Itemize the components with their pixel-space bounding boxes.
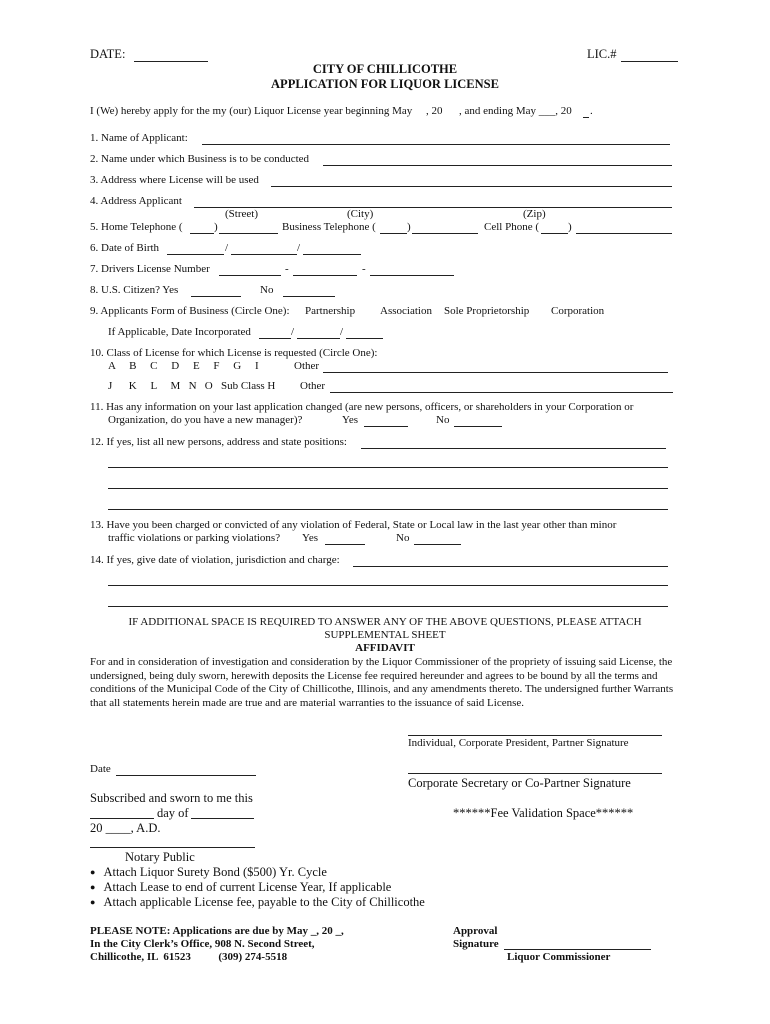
- notary-public-caption: Notary Public: [125, 850, 195, 864]
- license-number-part3[interactable]: [370, 275, 454, 276]
- q12-field-2[interactable]: [108, 467, 668, 468]
- citizen-no-field[interactable]: [283, 296, 335, 297]
- q3-label: 3. Address where License will be used: [90, 174, 259, 186]
- license-number-part1[interactable]: [219, 275, 281, 276]
- footer-note-line2: In the City Clerk’s Office, 908 N. Second Street,: [90, 938, 315, 950]
- cell-phone-field[interactable]: [576, 233, 672, 234]
- q8-label: 8. U.S. Citizen? Yes: [90, 284, 179, 296]
- form-title: APPLICATION FOR LIQUOR LICENSE: [271, 77, 499, 91]
- business-name-field[interactable]: [323, 165, 672, 166]
- home-paren: ): [214, 221, 218, 233]
- citizen-yes-field[interactable]: [191, 296, 241, 297]
- q7-label: 7. Drivers License Number: [90, 263, 210, 275]
- secretary-signature-caption: Corporate Secretary or Co-Partner Signature: [408, 776, 631, 790]
- option-partnership[interactable]: Partnership: [305, 305, 356, 317]
- dob-slash-1: /: [225, 242, 229, 254]
- affidavit-text: For and in consideration of investigation and consideration by the Liquor Commissioner of the propriety of issuing said License, the undersigned, being duly sworn, herewith deposits the License fee required hereunder and agrees to be bound by all the terms and conditions of the Municipal Code of the City of Chillicothe, Illinois, and any amendments thereto. The undersigned further Warrants that all statements herein made are true and are material warranties to the issuance of said License.: [90, 656, 674, 709]
- street-caption: (Street): [225, 208, 258, 220]
- q13-no-field[interactable]: [414, 544, 461, 545]
- home-phone-field[interactable]: [219, 233, 278, 234]
- approval-signature-field[interactable]: [504, 949, 651, 950]
- q12-field-1[interactable]: [361, 448, 666, 449]
- intro-text-d: .: [590, 105, 593, 117]
- intro-year-field[interactable]: [583, 117, 589, 118]
- approval-label: Approval: [453, 925, 498, 937]
- inc-slash-2: /: [340, 326, 344, 338]
- q5-home-label: 5. Home Telephone (: [90, 221, 183, 233]
- q13-yes-field[interactable]: [325, 544, 365, 545]
- liquor-commissioner-caption: Liquor Commissioner: [507, 951, 611, 963]
- supplemental-notice-line1: IF ADDITIONAL SPACE IS REQUIRED TO ANSWER ANY OF THE ABOVE QUESTIONS, PLEASE ATTACH: [128, 616, 642, 628]
- q13-line2: traffic violations or parking violations?: [108, 532, 281, 544]
- notary-signature-field[interactable]: [90, 847, 255, 848]
- approval-signature-label: Signature: [453, 938, 499, 950]
- home-area-code-field[interactable]: [190, 233, 214, 234]
- q2-label: 2. Name under which Business is to be conducted: [90, 153, 310, 165]
- attachment-item-lease: ● Attach Lease to end of current License Year, If applicable: [90, 880, 391, 895]
- footer-note-line1: PLEASE NOTE: Applications are due by May _, 20 _,: [90, 925, 344, 937]
- option-association[interactable]: Association: [380, 305, 432, 317]
- business-area-code-field[interactable]: [380, 233, 407, 234]
- date-signature-label: Date: [90, 763, 111, 775]
- incorporated-day-field[interactable]: [297, 338, 340, 339]
- fee-validation-space: ******Fee Validation Space******: [453, 806, 634, 820]
- q9-label: 9. Applicants Form of Business (Circle One):: [90, 305, 290, 317]
- affidavit-title: AFFIDAVIT: [355, 642, 415, 654]
- q10-label: 10. Class of License for which License is requested (Circle One):: [90, 347, 378, 359]
- subscribed-day-field[interactable]: [90, 818, 154, 819]
- q14-field-2[interactable]: [108, 585, 668, 586]
- q11-yes-label: Yes: [342, 414, 359, 426]
- inc-slash-1: /: [291, 326, 295, 338]
- dob-year-field[interactable]: [303, 254, 361, 255]
- subscribed-month-field[interactable]: [191, 818, 254, 819]
- supplemental-notice-line2: SUPPLEMENTAL SHEET: [324, 629, 446, 641]
- business-phone-label: Business Telephone (: [282, 221, 376, 233]
- dob-month-field[interactable]: [167, 254, 224, 255]
- other-class-field-2[interactable]: [330, 392, 673, 393]
- q12-field-3[interactable]: [108, 488, 668, 489]
- license-dash-1: -: [285, 263, 289, 275]
- other-class-field-1[interactable]: [323, 372, 668, 373]
- date-label: DATE:: [90, 47, 126, 61]
- q11-line2: Organization, do you have a new manager)?: [108, 414, 303, 426]
- incorporated-label: If Applicable, Date Incorporated: [108, 326, 251, 338]
- q12-field-4[interactable]: [108, 509, 668, 510]
- license-classes-row1[interactable]: A B C D E F G I: [108, 360, 259, 372]
- q14-label: 14. If yes, give date of violation, jurisdiction and charge:: [90, 554, 340, 566]
- dob-slash-2: /: [297, 242, 301, 254]
- intro-text-a: I (We) hereby apply for the my (our) Liquor License year beginning May: [90, 105, 413, 117]
- license-classes-row2[interactable]: J K L M N O Sub Class H: [108, 380, 276, 392]
- dob-day-field[interactable]: [231, 254, 297, 255]
- other-label-2: Other: [300, 380, 326, 392]
- business-paren: ): [407, 221, 411, 233]
- business-phone-field[interactable]: [412, 233, 478, 234]
- q13-no-label: No: [396, 532, 410, 544]
- applicant-address-field[interactable]: [194, 207, 672, 208]
- zip-caption: (Zip): [523, 208, 546, 220]
- q11-line1: 11. Has any information on your last application changed (are new persons, officers, or shareholders in your Corporation or: [90, 401, 634, 413]
- city-caption: (City): [347, 208, 374, 220]
- option-corporation[interactable]: Corporation: [551, 305, 605, 317]
- q1-label: 1. Name of Applicant:: [90, 132, 188, 144]
- license-number-label: LIC.#: [587, 47, 617, 61]
- q6-label: 6. Date of Birth: [90, 242, 160, 254]
- applicant-name-field[interactable]: [202, 144, 670, 145]
- cell-paren: ): [568, 221, 572, 233]
- individual-signature-caption: Individual, Corporate President, Partner Signature: [408, 737, 629, 749]
- q13-line1: 13. Have you been charged or convicted of any violation of Federal, State or Local law in the last year other than minor: [90, 519, 617, 531]
- cell-phone-label: Cell Phone (: [484, 221, 539, 233]
- q14-field-3[interactable]: [108, 606, 668, 607]
- q12-label: 12. If yes, list all new persons, address and state positions:: [90, 436, 347, 448]
- date-signature-field[interactable]: [116, 775, 256, 776]
- attachment-item-fee: ● Attach applicable License fee, payable to the City of Chillicothe: [90, 895, 425, 910]
- option-sole-proprietorship[interactable]: Sole Proprietorship: [444, 305, 530, 317]
- other-label-1: Other: [294, 360, 320, 372]
- license-number-part2[interactable]: [293, 275, 357, 276]
- intro-text-b: , 20: [426, 105, 443, 117]
- citizen-no-label: No: [260, 284, 274, 296]
- q11-yes-field[interactable]: [364, 426, 408, 427]
- secretary-signature-field[interactable]: [408, 773, 662, 774]
- subscribed-text: Subscribed and sworn to me this: [90, 791, 253, 805]
- incorporated-year-field[interactable]: [346, 338, 383, 339]
- q13-yes-label: Yes: [302, 532, 319, 544]
- q11-no-field[interactable]: [454, 426, 502, 427]
- individual-signature-field[interactable]: [408, 735, 662, 736]
- q11-no-label: No: [436, 414, 450, 426]
- license-dash-2: -: [362, 263, 366, 275]
- incorporated-month-field[interactable]: [259, 338, 291, 339]
- q14-field-1[interactable]: [353, 566, 668, 567]
- cell-area-code-field[interactable]: [541, 233, 568, 234]
- day-of-label: day of: [157, 806, 189, 820]
- attachment-item-bond: ● Attach Liquor Surety Bond ($500) Yr. Cycle: [90, 865, 327, 880]
- year-ad-text: 20 ____, A.D.: [90, 821, 161, 835]
- license-address-field[interactable]: [271, 186, 672, 187]
- footer-note-line3: Chillicothe, IL 61523 (309) 274-5518: [90, 951, 288, 963]
- intro-text-c: , and ending May ___, 20: [459, 105, 572, 117]
- q4-label: 4. Address Applicant: [90, 195, 182, 207]
- city-title: CITY OF CHILLICOTHE: [312, 62, 458, 76]
